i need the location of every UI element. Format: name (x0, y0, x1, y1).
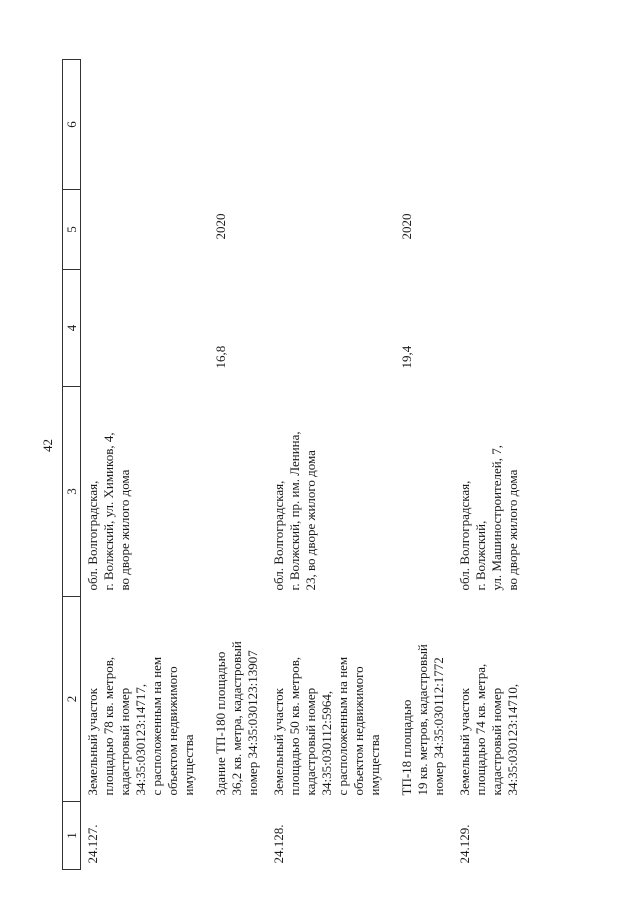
object-description: ТП-18 площадью 19 кв. метров, кадастровый номер 34:35:030112:1772 (399, 644, 446, 796)
object-extra (81, 60, 204, 190)
object-address (203, 387, 267, 597)
object-area: 19,4 (399, 345, 414, 369)
object-extra (267, 60, 389, 190)
column-header: 6 (63, 60, 81, 190)
object-description: Земельный участок площадью 78 кв. метров, кадастровый номер 34:35:030123:14717, с расположенным на нем объектом недвижимого имущества (85, 656, 196, 796)
object-area: 16,8 (213, 345, 228, 369)
object-extra (453, 60, 527, 190)
column-header: 2 (63, 597, 81, 802)
object-address: обл. Волгоградская, г. Волжский, пр. им. Ленина, 23, во дворе жилого дома (271, 431, 318, 591)
object-year (267, 190, 389, 270)
table-header-row (63, 60, 81, 870)
object-extra (389, 60, 453, 190)
object-area (267, 270, 389, 387)
row-number (203, 802, 267, 870)
object-year: 2020 (213, 213, 228, 240)
table-row (81, 60, 204, 870)
column-header: 4 (63, 270, 81, 387)
row-number: 24.128. (271, 824, 286, 864)
object-year (81, 190, 204, 270)
column-header: 3 (63, 387, 81, 597)
object-extra (203, 60, 267, 190)
rotated-page (62, 60, 592, 870)
row-number (389, 802, 453, 870)
object-area (453, 270, 527, 387)
row-number: 24.127. (85, 824, 100, 864)
table-row (267, 60, 389, 870)
table-row (203, 60, 267, 870)
object-address: обл. Волгоградская, г. Волжский, ул. Машиностроителей, 7, во дворе жилого дома (457, 445, 520, 591)
object-area (81, 270, 204, 387)
page-number: 42 (40, 439, 55, 452)
data-table (62, 59, 527, 870)
object-description: Здание ТП-180 площадью 36,2 кв. метра, кадастровый номер 34:35:030123:13907 (213, 641, 260, 796)
object-year: 2020 (399, 213, 414, 240)
table-row (389, 60, 453, 870)
object-description: Земельный участок площадью 50 кв. метров, кадастровый номер 34:35:030112:5964, с расположенным на нем объектом недвижимого имущества (271, 656, 382, 796)
object-description: Земельный участок площадью 74 кв. метра, кадастровый номер 34:35:030123:14710, (457, 663, 520, 796)
object-address (389, 387, 453, 597)
table-row (453, 60, 527, 870)
row-number: 24.129. (457, 824, 472, 864)
object-address: обл. Волгоградская, г. Волжский, ул. Химиков, 4, во дворе жилого дома (85, 432, 132, 591)
column-header: 5 (63, 190, 81, 270)
column-header: 1 (63, 802, 81, 870)
object-year (453, 190, 527, 270)
